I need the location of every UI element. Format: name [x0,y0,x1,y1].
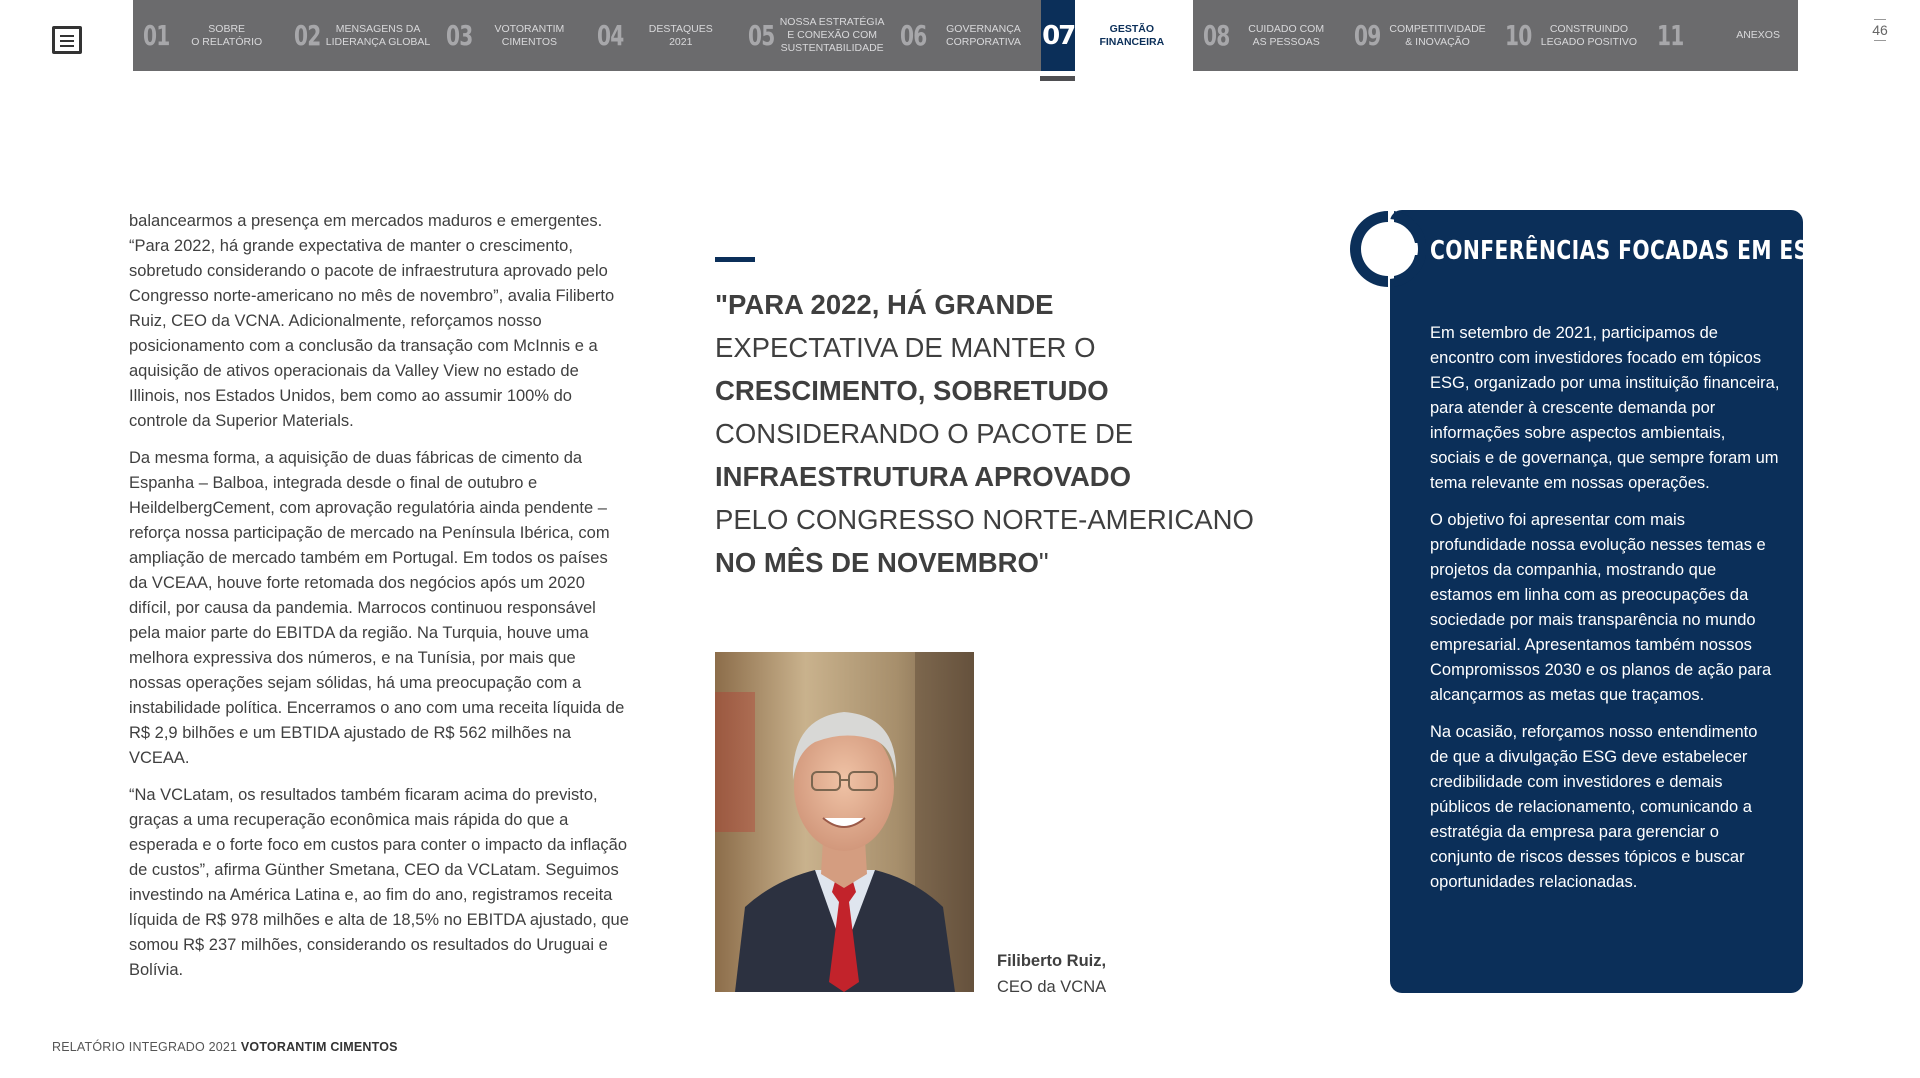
photo-caption [997,948,1106,1000]
paragraph: “Na VCLatam, os resultados também ficaram acima do previsto, graças a uma recuperação econômica mais rápida do que a esperada e o forte foco em custos para conter o impacto da inflação de custos”, afirma Günther Smetana, CEO da VCLatam. Seguimos investindo na América Latina e, ao fim do ano, registramos receita líquida de R$ 978 milhões e alta de 18,5% no EBITDA ajustado, que somou R$ 237 milhões, considerando os resultados do Uruguai e Bolívia. [129,786,629,979]
nav-number: 08 [1202,19,1230,52]
footer-brand: VOTORANTIM CIMENTOS [240,1040,398,1054]
quote-line: EXPECTATIVA DE MANTER O [715,332,1096,363]
quote-line: "PARA 2022, HÁ GRANDE [715,289,1054,320]
quote-line: PELO CONGRESSO NORTE-AMERICANO [715,504,1254,535]
nav-number: 04 [597,19,624,52]
nav-number: 10 [1505,19,1532,52]
nav-item-11[interactable] [1647,0,1798,71]
quote-accent-bar [715,257,755,262]
nav-number: 03 [445,19,473,52]
quote-line: NO MÊS DE NOVEMBRO" [715,547,1049,578]
nav-number: 09 [1353,19,1381,52]
nav-item-01[interactable] [133,0,284,71]
nav-label: NOSSA ESTRATÉGIA E CONEXÃO COM SUSTENTABILIDADE [779,16,885,54]
nav-label: VOTORANTIM CIMENTOS [494,22,565,48]
nav-label: ANEXOS [1736,29,1780,41]
footer [52,1040,398,1054]
nav-label: COMPETITIVIDADE & INOVAÇÃO [1389,22,1486,48]
nav-label: GOVERNANÇA CORPORATIVA [946,22,1021,48]
nav-number: 07 [1041,0,1075,71]
nav-number: 02 [294,19,321,52]
caption-name: Filiberto Ruiz, [997,952,1107,970]
nav-label: GESTÃO FINANCEIRA [1099,22,1165,48]
paragraph: balancearmos a presença em mercados maduros e emergentes. “Para 2022, há grande expectativa de manter o crescimento, sobretudo considerando o pacote de infraestrutura aprovado pelo Congresso norte-americano no mês de novembro”, avalia Filiberto Ruiz, CEO da VCNA. Adicionalmente, reforçamos nosso posicionamento com a conclusão da transação com McInnis e a aquisição de ativos operacionais da Valley View no estado de Illinois, nos Estados Unidos, bem como ao assumir 100% do controle da Superior Materials. [129,212,615,430]
paragraph: Da mesma forma, a aquisição de duas fábricas de cimento da Espanha – Balboa, integrada desde o final de outubro e HeildelbergCement, com aprovação regulatória ainda pendente – reforça nossa participação de mercado na Península Ibérica, com ampliação de mercado também em Portugal. Em todos os países da VCEAA, houve forte retomada dos negócios após um 2020 difícil, por causa da pandemia. Marrocos continuou responsável pela maior parte do EBITDA da região. Na Turquia, houve uma melhora expressiva dos números, e na Tunísia, por mais que nossas operações sejam sólidas, há uma preocupação com a instabilidade política. Encerramos o ano com uma receita líquida de R$ 2,9 bilhões e um EBTIDA ajustado de R$ 562 milhões na VCEAA. [129,449,625,767]
nav-item-07-active[interactable] [1041,0,1192,71]
nav-label: SOBRE O RELATÓRIO [191,22,263,48]
nav-label: DESTAQUES 2021 [648,22,713,48]
page-number: 46 [1868,22,1892,38]
active-tab-indicator [1040,76,1075,81]
nav-item-09[interactable] [1344,0,1495,71]
quote-line: CONSIDERANDO O PACOTE DE [715,418,1134,449]
body-text-column [129,209,629,995]
nav-label: CUIDADO COM AS PESSOAS [1248,22,1325,48]
nav-item-08[interactable] [1193,0,1344,71]
nav-item-05[interactable] [738,0,889,71]
nav-number: 06 [899,19,927,52]
nav-item-04[interactable] [587,0,738,71]
menu-icon[interactable] [52,26,82,54]
pull-quote [715,283,1255,584]
nav-item-03[interactable] [436,0,587,71]
nav-label: MENSAGENS DA LIDERANÇA GLOBAL [325,22,431,48]
nav-number: 11 [1656,19,1684,52]
nav-number: 01 [143,19,170,52]
caption-role: CEO da VCNA [997,978,1107,996]
nav-number: 05 [748,19,776,52]
esg-paragraph: O objetivo foi apresentar com mais profundidade nossa evolução nesses temas e projetos da companhia, mostrando que estamos em linha com as preocupações da sociedade por mais transparência no mundo empresarial. Apresentamos também nossos Compromissos 2030 e os planos de ação para alcançarmos as metas que traçamos. [1430,511,1772,704]
nav-item-02[interactable] [284,0,435,71]
esg-paragraph: Na ocasião, reforçamos nosso entendimento de que a divulgação ESG deve estabelecer credibilidade com investidores e demais públicos de relacionamento, comunicando a estratégia da empresa para gerenciar o conjunto de riscos desses tópicos e buscar oportunidades relacionadas. [1430,723,1758,891]
esg-body [1430,321,1780,907]
esg-paragraph: Em setembro de 2021, participamos de encontro com investidores focado em tópicos ESG, organizado por uma instituição financeira, para atender à crescente demanda por informações sobre aspectos ambientais, sociais e de governança, que sempre foram um tema relevante em nossas operações. [1430,324,1780,492]
portrait-photo [715,652,974,992]
nav-label: CONSTRUINDO LEGADO POSITIVO [1540,22,1638,48]
quote-line: CRESCIMENTO, SOBRETUDO [715,375,1109,406]
nav-item-10[interactable] [1495,0,1646,71]
quote-line: INFRAESTRUTURA APROVADO [715,461,1132,492]
esg-title: CONFERÊNCIAS FOCADAS EM ESG [1430,236,1826,266]
footer-report-title: RELATÓRIO INTEGRADO 2021 [52,1040,241,1054]
ring-icon [1346,207,1430,291]
chapter-nav [133,0,1798,71]
nav-item-06[interactable] [890,0,1041,71]
